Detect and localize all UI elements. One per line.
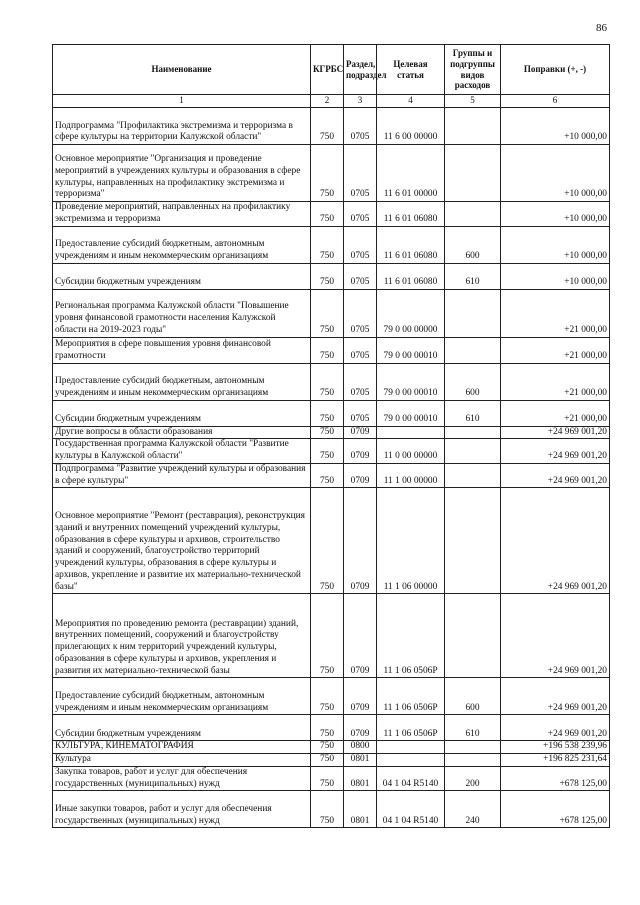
budget-amendments-table [52, 44, 610, 828]
row-amount: +21 000,00 [501, 289, 610, 337]
row-section: 0705 [344, 337, 377, 363]
row-group [445, 337, 501, 363]
table-row [53, 488, 610, 594]
row-kgrbs: 750 [311, 202, 344, 227]
row-amount: +24 969 001,20 [501, 678, 610, 715]
row-target: 79 0 00 00010 [377, 337, 445, 363]
row-kgrbs: 750 [311, 145, 344, 202]
row-target: 04 1 04 R5140 [377, 791, 445, 828]
row-group [445, 289, 501, 337]
row-group [445, 426, 501, 439]
row-name: Региональная программа Калужской области "Повышение уровня финансовой грамотности населения Калужской области на 2019-2023 годы" [53, 289, 311, 337]
row-target [377, 426, 445, 439]
table-row [53, 715, 610, 741]
row-name: Субсидии бюджетным учреждениям [53, 715, 311, 741]
table-row [53, 202, 610, 227]
row-kgrbs: 750 [311, 754, 344, 767]
row-section: 0709 [344, 715, 377, 741]
row-target: 11 0 00 00000 [377, 439, 445, 464]
row-kgrbs: 750 [311, 791, 344, 828]
row-target: 79 0 00 00010 [377, 400, 445, 426]
row-kgrbs: 750 [311, 426, 344, 439]
row-group [445, 202, 501, 227]
row-target: 11 6 00 00000 [377, 108, 445, 145]
table-row [53, 791, 610, 828]
row-section: 0801 [344, 791, 377, 828]
row-target: 11 1 06 0506Р [377, 678, 445, 715]
row-group [445, 145, 501, 202]
table-row [53, 754, 610, 767]
row-name: КУЛЬТУРА, КИНЕМАТОГРАФИЯ [53, 741, 311, 754]
row-amount: +24 969 001,20 [501, 715, 610, 741]
row-group [445, 488, 501, 594]
row-name: Основное мероприятие "Организация и проведение мероприятий в учреждениях культуры и образования в сфере культуры, направленных на профилактику экстремизма и терроризма" [53, 145, 311, 202]
table-row [53, 400, 610, 426]
row-target [377, 754, 445, 767]
header-section: Раздел, подраздел [344, 45, 377, 95]
header-name: Наименование [53, 45, 311, 95]
table-row [53, 145, 610, 202]
row-kgrbs: 750 [311, 766, 344, 791]
row-kgrbs: 750 [311, 594, 344, 678]
row-target: 11 1 06 0506Р [377, 594, 445, 678]
table-header-row [53, 45, 610, 95]
row-kgrbs: 750 [311, 439, 344, 464]
row-amount: +10 000,00 [501, 145, 610, 202]
row-kgrbs: 750 [311, 289, 344, 337]
row-kgrbs: 750 [311, 463, 344, 488]
row-group: 610 [445, 263, 501, 289]
row-section: 0705 [344, 400, 377, 426]
row-section: 0801 [344, 766, 377, 791]
row-amount: +10 000,00 [501, 263, 610, 289]
row-amount: +10 000,00 [501, 226, 610, 263]
row-kgrbs: 750 [311, 226, 344, 263]
row-name: Мероприятия по проведению ремонта (реставрации) зданий, внутренних помещений, сооружений и благоустройству прилегающих к ним территорий учреждений культуры, образования в сфере культуры и архивов, укрепления и развития их материально-технической базы [53, 594, 311, 678]
row-target: 11 1 06 0506Р [377, 715, 445, 741]
table-row [53, 766, 610, 791]
row-amount: +196 538 239,96 [501, 741, 610, 754]
row-name: Иные закупки товаров, работ и услуг для обеспечения государственных (муниципальных) нужд [53, 791, 311, 828]
row-group: 610 [445, 715, 501, 741]
page-number: 86 [596, 22, 607, 34]
row-amount: +21 000,00 [501, 363, 610, 400]
column-number: 6 [501, 95, 610, 108]
table-row [53, 463, 610, 488]
row-section: 0801 [344, 754, 377, 767]
row-name: Предоставление субсидий бюджетным, автономным учреждениям и иным некоммерческим организациям [53, 363, 311, 400]
header-groups: Группы и подгруппы видов расходов [445, 45, 501, 95]
row-target: 11 6 01 06080 [377, 263, 445, 289]
row-amount: +678 125,00 [501, 791, 610, 828]
row-name: Подпрограмма "Развитие учреждений культуры и образования в сфере культуры" [53, 463, 311, 488]
row-target: 11 1 00 00000 [377, 463, 445, 488]
row-name: Проведение мероприятий, направленных на профилактику экстремизма и терроризма [53, 202, 311, 227]
row-name: Закупка товаров, работ и услуг для обеспечения государственных (муниципальных) нужд [53, 766, 311, 791]
header-amendments: Поправки (+, -) [501, 45, 610, 95]
table-row [53, 594, 610, 678]
row-section: 0705 [344, 202, 377, 227]
table-row [53, 426, 610, 439]
table-row [53, 337, 610, 363]
row-group: 610 [445, 400, 501, 426]
row-amount: +21 000,00 [501, 337, 610, 363]
row-group [445, 754, 501, 767]
row-section: 0709 [344, 463, 377, 488]
row-name: Культура [53, 754, 311, 767]
row-group: 600 [445, 363, 501, 400]
row-group [445, 108, 501, 145]
column-numbers-row [53, 95, 610, 108]
header-target: Целевая статья [377, 45, 445, 95]
row-section: 0705 [344, 263, 377, 289]
row-group: 600 [445, 678, 501, 715]
row-name: Государственная программа Калужской области "Развитие культуры в Калужской области" [53, 439, 311, 464]
row-name: Мероприятия в сфере повышения уровня финансовой грамотности [53, 337, 311, 363]
row-kgrbs: 750 [311, 488, 344, 594]
row-kgrbs: 750 [311, 741, 344, 754]
row-target: 11 6 01 06080 [377, 202, 445, 227]
row-name: Субсидии бюджетным учреждениям [53, 400, 311, 426]
row-group: 240 [445, 791, 501, 828]
row-section: 0709 [344, 488, 377, 594]
row-kgrbs: 750 [311, 678, 344, 715]
table-row [53, 108, 610, 145]
row-name: Подпрограмма "Профилактика экстремизма и терроризма в сфере культуры на территории Калужской области" [53, 108, 311, 145]
table-row [53, 678, 610, 715]
row-target: 79 0 00 00010 [377, 363, 445, 400]
row-kgrbs: 750 [311, 108, 344, 145]
column-number: 1 [53, 95, 311, 108]
row-amount: +10 000,00 [501, 202, 610, 227]
row-name: Основное мероприятие "Ремонт (реставрация), реконструкция зданий и внутренних помещений учреждений культуры, образования в сфере культуры и архивов, строительство зданий и сооружений, благоустройство территорий учреждений культуры, образования в сфере культуры и архивов, укрепление и развитие их материально-технической базы" [53, 488, 311, 594]
table-row [53, 741, 610, 754]
column-number: 5 [445, 95, 501, 108]
column-number: 2 [311, 95, 344, 108]
row-section: 0705 [344, 363, 377, 400]
table-row [53, 363, 610, 400]
row-kgrbs: 750 [311, 715, 344, 741]
row-section: 0709 [344, 426, 377, 439]
row-amount: +10 000,00 [501, 108, 610, 145]
row-target [377, 741, 445, 754]
row-section: 0709 [344, 594, 377, 678]
row-section: 0800 [344, 741, 377, 754]
row-section: 0705 [344, 108, 377, 145]
row-section: 0709 [344, 439, 377, 464]
row-group: 200 [445, 766, 501, 791]
row-name: Предоставление субсидий бюджетным, автономным учреждениям и иным некоммерческим организациям [53, 226, 311, 263]
row-kgrbs: 750 [311, 400, 344, 426]
row-target: 04 1 04 R5140 [377, 766, 445, 791]
row-group [445, 463, 501, 488]
row-amount: +196 825 231,64 [501, 754, 610, 767]
row-amount: +21 000,00 [501, 400, 610, 426]
row-target: 11 6 01 00000 [377, 145, 445, 202]
column-number: 4 [377, 95, 445, 108]
row-group [445, 439, 501, 464]
row-group [445, 741, 501, 754]
row-target: 11 1 06 00000 [377, 488, 445, 594]
table-row [53, 289, 610, 337]
column-number: 3 [344, 95, 377, 108]
table-row [53, 226, 610, 263]
header-kgrbs: КГРБС [311, 45, 344, 95]
row-target: 11 6 01 06080 [377, 226, 445, 263]
row-section: 0709 [344, 678, 377, 715]
row-amount: +678 125,00 [501, 766, 610, 791]
row-kgrbs: 750 [311, 263, 344, 289]
row-name: Другие вопросы в области образования [53, 426, 311, 439]
row-section: 0705 [344, 226, 377, 263]
row-amount: +24 969 001,20 [501, 594, 610, 678]
row-section: 0705 [344, 145, 377, 202]
row-group [445, 594, 501, 678]
row-group: 600 [445, 226, 501, 263]
row-amount: +24 969 001,20 [501, 488, 610, 594]
row-amount: +24 969 001,20 [501, 439, 610, 464]
row-target: 79 0 00 00000 [377, 289, 445, 337]
row-amount: +24 969 001,20 [501, 426, 610, 439]
row-name: Субсидии бюджетным учреждениям [53, 263, 311, 289]
row-kgrbs: 750 [311, 363, 344, 400]
row-name: Предоставление субсидий бюджетным, автономным учреждениям и иным некоммерческим организациям [53, 678, 311, 715]
table-row [53, 439, 610, 464]
table-row [53, 263, 610, 289]
row-section: 0705 [344, 289, 377, 337]
row-amount: +24 969 001,20 [501, 463, 610, 488]
row-kgrbs: 750 [311, 337, 344, 363]
